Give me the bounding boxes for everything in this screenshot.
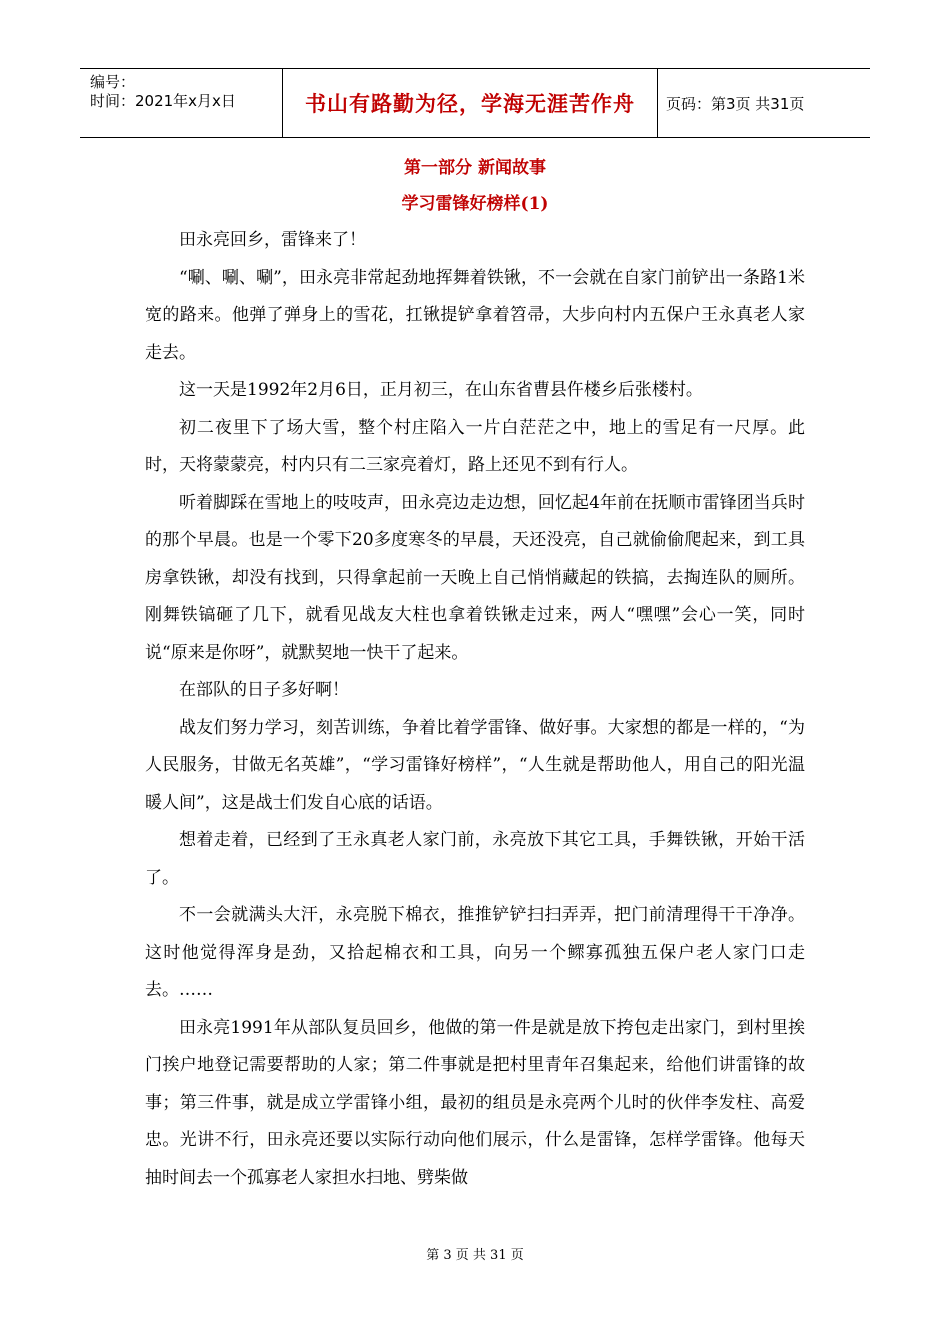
document-body xyxy=(145,150,805,1197)
header-meta-cell xyxy=(80,69,283,137)
paragraph: 战友们努力学习，刻苦训练，争着比着学雷锋、做好事。大家想的都是一样的，“为人民服务，甘做无名英雄”，“学习雷锋好榜样”，“人生就是帮助他人，用自己的阳光温暖人间”，这是战士们发自心底的话语。 xyxy=(145,717,805,813)
paragraph: 田永亮回乡，雷锋来了！ xyxy=(179,230,366,250)
document-number-label: 编号： xyxy=(90,73,136,91)
header-motto: 书山有路勤为径，学海无涯苦作舟 xyxy=(305,91,635,116)
paragraph: “唰、唰、唰”，田永亮非常起劲地挥舞着铁锹，不一会就在自家门前铲出一条路1米宽的路来。他弹了弹身上的雪花，扛锹提铲拿着笤帚，大步向村内五保户王永真老人家走去。 xyxy=(145,267,805,363)
paragraph: 在部队的日子多好啊！ xyxy=(179,680,349,700)
paragraph: 这一天是1992年2月6日，正月初三，在山东省曹县仵楼乡后张楼村。 xyxy=(179,380,703,400)
paragraph: 田永亮1991年从部队复员回乡，他做的第一件是就是放下挎包走出家门，到村里挨门挨户地登记需要帮助的人家；第二件事就是把村里青年召集起来，给他们讲雷锋的故事；第三件事，就是成立学雷锋小组，最初的组员是永亮两个儿时的伙伴李发柱、高爱忠。光讲不行，田永亮还要以实际行动向他们展示，什么是雷锋，怎样学雷锋。他每天抽时间去一个孤寡老人家担水扫地、劈柴做 xyxy=(145,1017,805,1188)
page-header-table xyxy=(80,68,870,138)
header-page-cell xyxy=(658,69,870,137)
section-title: 第一部分 新闻故事 xyxy=(404,158,546,178)
paragraph: 初二夜里下了场大雪，整个村庄陷入一片白茫茫之中，地上的雪足有一尺厚。此时，天将蒙蒙亮，村内只有二三家亮着灯，路上还见不到有行人。 xyxy=(145,417,805,475)
header-page-info: 页码：第3页 共31页 xyxy=(666,94,805,113)
paragraph: 不一会就满头大汗，永亮脱下棉衣，推推铲铲扫扫弄弄，把门前清理得干干净净。这时他觉得浑身是劲，又拾起棉衣和工具，向另一个鳏寡孤独五保户老人家门口走去。…… xyxy=(145,905,805,1000)
paragraph: 想着走着，已经到了王永真老人家门前，永亮放下其它工具，手舞铁锹，开始干活了。 xyxy=(145,830,805,888)
article-title: 学习雷锋好榜样(1) xyxy=(401,194,549,214)
paragraph: 听着脚踩在雪地上的吱吱声，田永亮边走边想，回忆起4年前在抚顺市雷锋团当兵时的那个早晨。也是一个零下20多度寒冬的早晨，天还没亮，自己就偷偷爬起来，到工具房拿铁锹，却没有找到，只得拿起前一天晚上自己悄悄藏起的铁搞，去掏连队的厕所。刚舞铁镐砸了几下，就看见战友大柱也拿着铁锹走过来，两人“嘿嘿”会心一笑，同时说“原来是你呀”，就默契地一快干了起来。 xyxy=(145,492,805,663)
header-motto-cell xyxy=(283,69,658,137)
document-time-label: 时间：2021年x月x日 xyxy=(90,92,236,110)
page-footer: 第 3 页 共 31 页 xyxy=(426,1248,524,1263)
